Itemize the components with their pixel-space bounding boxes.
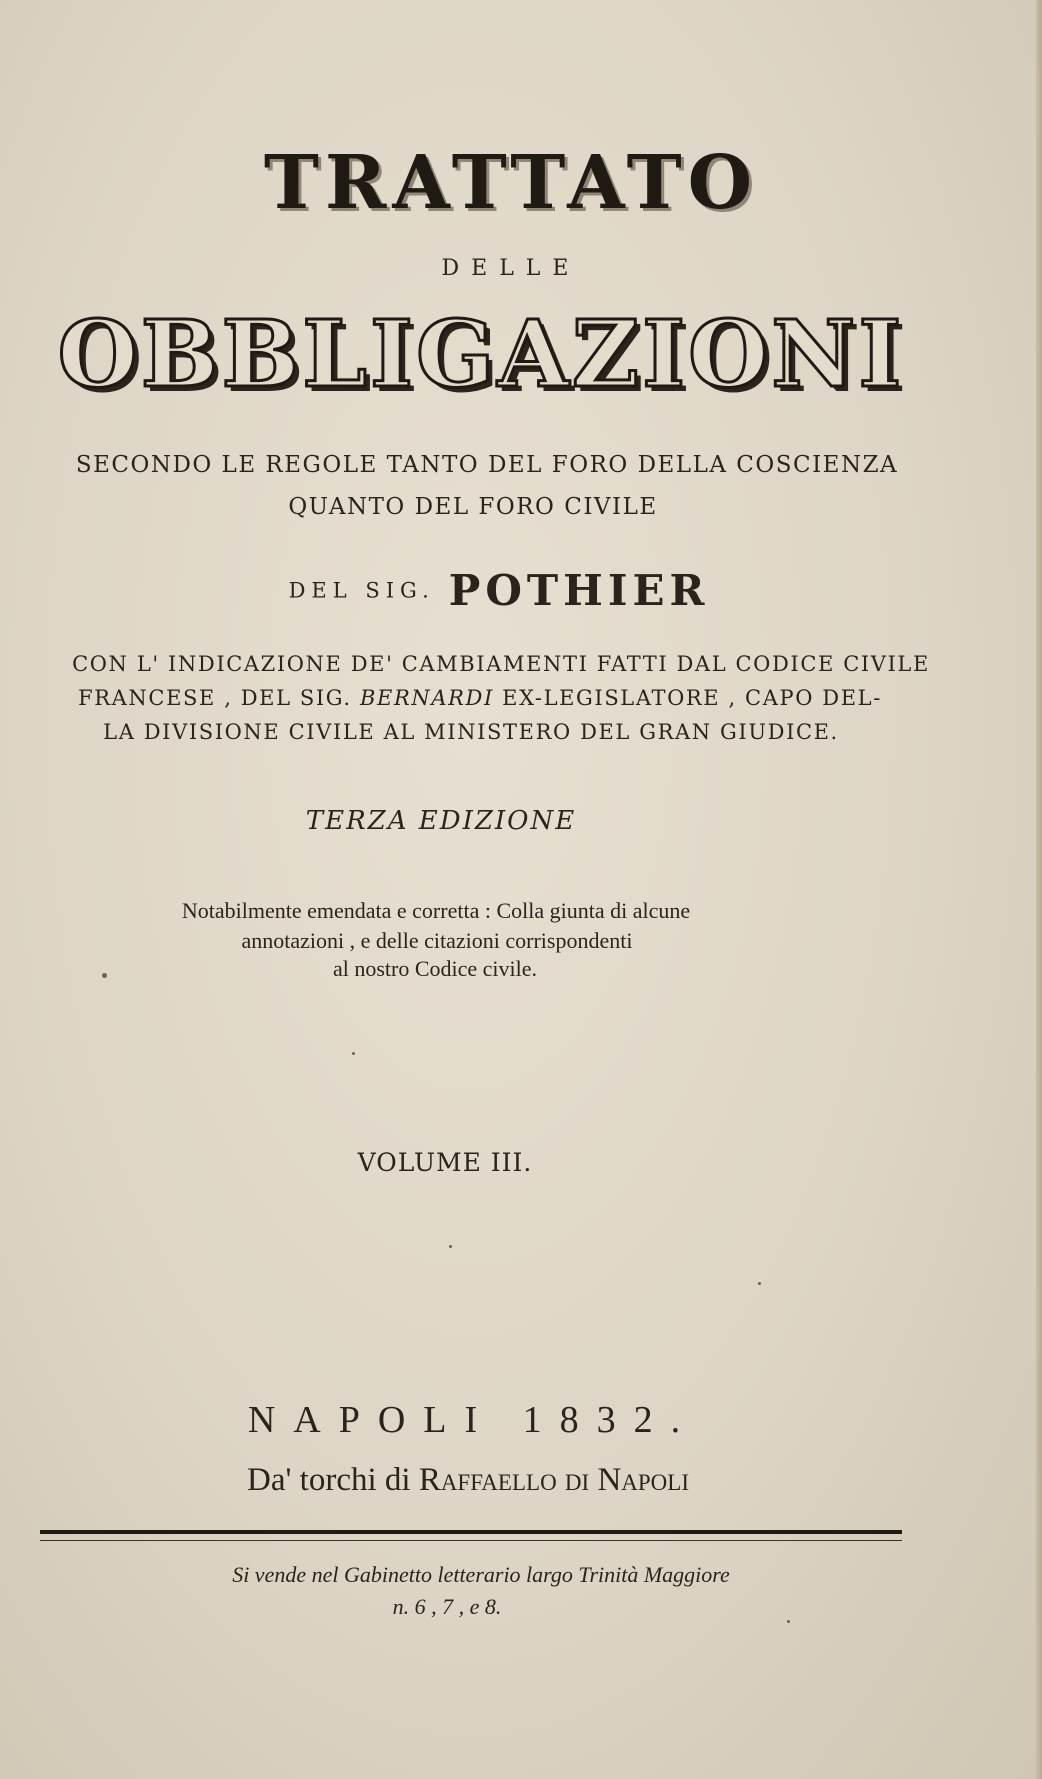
foxing-spot [758, 1282, 761, 1285]
author-prefix: DEL SIG. [288, 578, 435, 603]
note-line1: CON L' INDICAZIONE DE' CAMBIAMENTI FATTI DAL CODICE CIVILE [72, 652, 930, 676]
foxing-spot [787, 1620, 790, 1623]
foxing-spot [102, 973, 107, 978]
main-title-line2: OBBLIGAZIONI [57, 300, 905, 408]
note-line2-name: BERNARDI [360, 686, 494, 710]
subtitle-line1: SECONDO LE REGOLE TANTO DEL FORO DELLA COSCIENZA [75, 452, 899, 478]
note-line3: LA DIVISIONE CIVILE AL MINISTERO DEL GRAN GIUDICE. [103, 720, 839, 744]
note-line2-start: FRANCESE , DEL SIG. [78, 686, 352, 710]
subtitle-line2: QUANTO DEL FORO CIVILE [288, 494, 658, 520]
edition: TERZA EDIZIONE [305, 806, 577, 836]
divider-thin [40, 1540, 902, 1541]
title-connector: DELLE [441, 256, 581, 281]
author-name: POTHIER [448, 566, 710, 615]
imprint-printer [0, 1462, 989, 1499]
emendation-line3: al nostro Codice civile. [332, 956, 538, 981]
main-title-line1: TRATTATO [263, 140, 759, 226]
author-line [0, 566, 1020, 615]
volume-number: VOLUME III. [357, 1148, 533, 1177]
note-line2-end: EX-LEGISLATORE , CAPO DEL- [502, 686, 882, 710]
sale-line1: Si vende nel Gabinetto letterario largo Trinità Maggiore [232, 1562, 730, 1587]
printer-name: Raffaello di Napoli [418, 1462, 689, 1498]
page-edge [1036, 0, 1042, 1779]
imprint-city-year: NAPOLI 1832. [247, 1399, 699, 1441]
emendation-line1: Notabilmente emendata e corretta : Colla giunta di alcune [181, 898, 691, 923]
divider-thick [40, 1530, 902, 1534]
printer-prefix: Da' torchi di [246, 1462, 411, 1498]
emendation-line2: annotazioni , e delle citazioni corrispondenti [241, 928, 633, 953]
foxing-spot [449, 1245, 452, 1248]
foxing-spot [352, 1052, 355, 1055]
sale-line2: n. 6 , 7 , e 8. [392, 1594, 502, 1619]
note-line2 [0, 686, 1001, 710]
